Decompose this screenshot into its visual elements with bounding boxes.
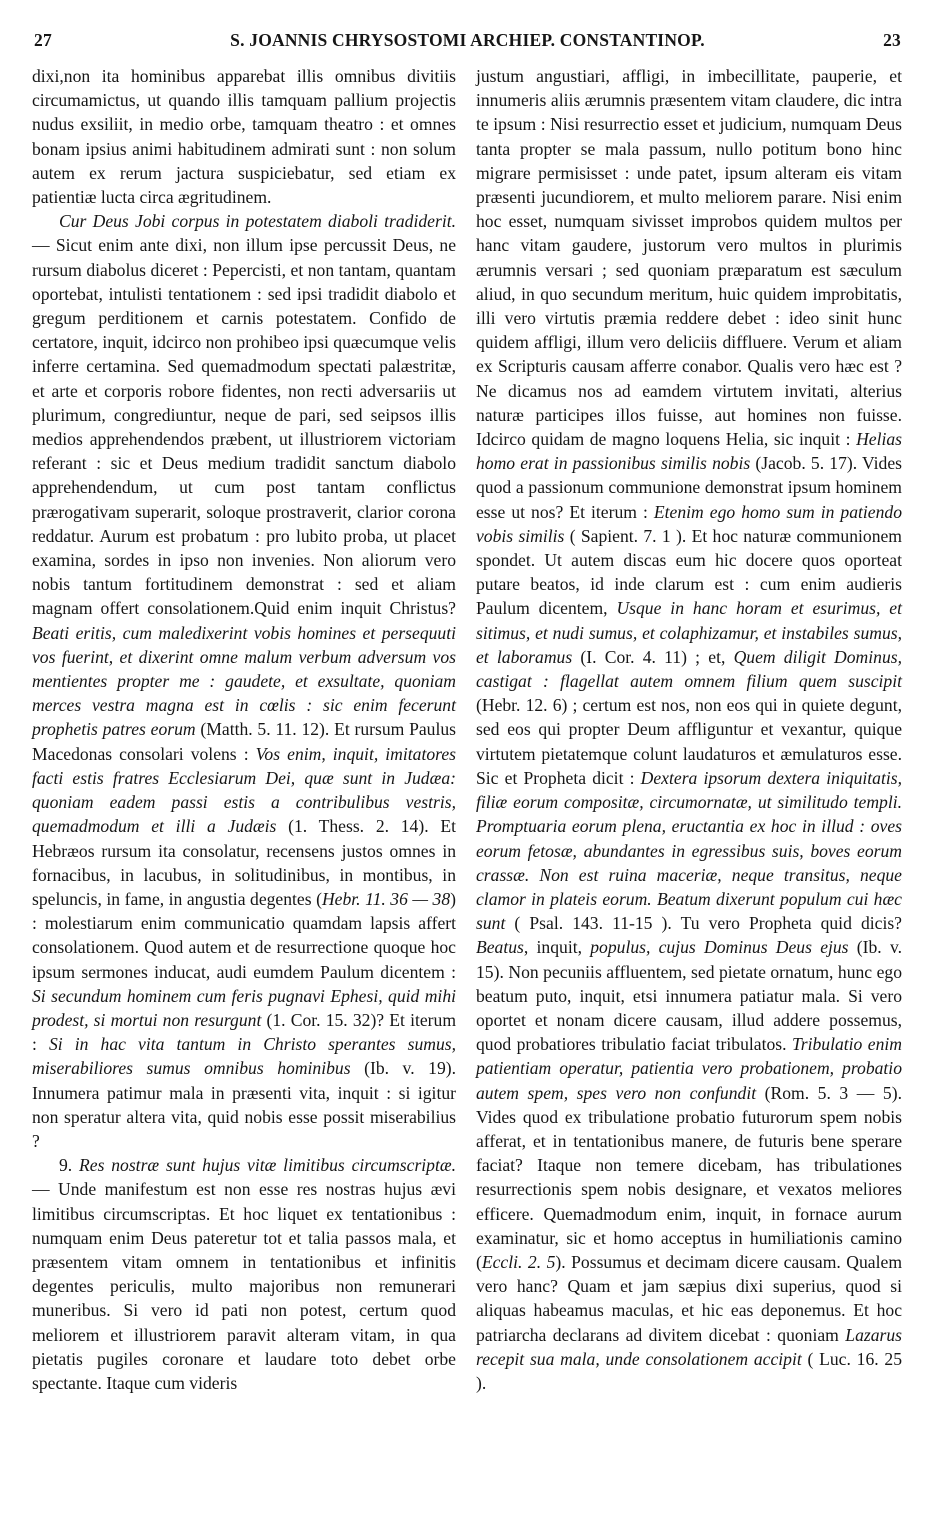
citation: (Ib. v. 15). xyxy=(476,937,903,982)
scripture-quote: Etenim ego homo sum in patiendo vobis similis xyxy=(476,501,902,546)
left-column xyxy=(32,64,456,1395)
section-heading: Res nostræ sunt hujus vitæ limitibus circumscriptæ. xyxy=(79,1155,456,1176)
paragraph-number: 9. xyxy=(59,1155,80,1176)
paragraph-text: Tu vero Propheta quid dicis? xyxy=(680,913,902,934)
citation: (I. Cor. 4. 11) ; et, xyxy=(572,646,734,667)
paragraph xyxy=(32,64,456,209)
paragraph-text: Et iterum : xyxy=(32,1009,457,1055)
paragraph-text: Vides quod a passionum communione demonstrat ipsum hominem esse ut nos? Et iterum : xyxy=(476,453,902,522)
citation: Hebr. 11. 36 — 38 xyxy=(321,888,451,909)
paragraph-text: ) : molestiarum enim communicatio quamdam lapsis affert consolationem. Quod autem et de resurrectione quoque hoc ipsum sermones inducat, audi eumdem Paulum dicentem : xyxy=(32,888,456,982)
running-title: S. JOANNIS CHRYSOSTOMI ARCHIEP. CONSTANTINOP. xyxy=(230,30,705,50)
scripture-quote: Beatus xyxy=(476,937,524,958)
citation: (Ib. v. 19). xyxy=(350,1058,456,1079)
scripture-quote: Si secundum hominem cum feris pugnavi Ephesi, quid mihi prodest, si mortui non resurgunt xyxy=(32,985,456,1030)
paragraph xyxy=(476,64,902,1395)
scripture-quote: Usque in hanc horam et esurimus, et sitimus, et nudi sumus, et colaphizamur, et instabiles sumus, et laboramus xyxy=(476,598,902,667)
citation: Eccli. 2. 5 xyxy=(481,1251,556,1272)
scripture-quote: Quem diligit Dominus, castigat : flagellat autem omnem filium quem suscipit xyxy=(476,646,902,692)
citation: (Rom. 5. 3 — 5). xyxy=(756,1082,902,1103)
scripture-quote: Tribulatio enim patientiam operatur, patientia vero probationem, probatio autem spem, spes vero non confundit xyxy=(476,1034,902,1103)
paragraph-text: dixi,non ita hominibus apparebat illis omnibus divitiis circumamictus, ut quando illis tamquam pallium projectis nudus exsiliit, in medio orbe, tamquam theatro : et omnes bonam ipsius animi habitudinem admirati sunt : non solum autem ex rerum jactura suspiciebatur, sed etiam ex patientiæ lucta circa ægritudinem. xyxy=(32,66,456,208)
running-header xyxy=(34,30,901,56)
paragraph-text: ). Possumus et decimam dicere causam. Qualem vero hanc? Quam et jam sæpius dixi superius, quod si aliquas habeamus maculas, et hic eas deponemus. Et hoc patriarcha declarans ad divitem dicebat : quoniam xyxy=(476,1251,902,1345)
citation: ( Luc. 16. 25 ). xyxy=(476,1348,903,1393)
right-column xyxy=(476,64,902,1395)
page-number-left: 27 xyxy=(34,30,52,50)
citation: (Matth. 5. 11. 12). xyxy=(195,719,335,740)
citation: (Jacob. 5. 17). xyxy=(750,453,862,474)
paragraph-text: justum angustiari, affligi, in imbecillitate, pauperie, et innumeris aliis ærumnis præsentem vitam claudere, dic intra te ipsum : Nisi resurrectio esset et judicium, numquam Deus tanta propter se mala passum, nullo potitum bono hinc migrare permisisset : unde patet, ipsum alteram eis vitam præsenti jucundiorem, et multo meliorem parare. Nisi enim hoc esset, numquam sivisset improbos quidem multos per hanc vitam gaudere, justorum vero multos in plurimis ærumnis versari ; sed quoniam præparatum est sæculum aliud, in quo secundum meritum, huic quidem improbitatis, illi vero virtutis præmia reddere debet : ideo sinit hunc quidem affligi, illum vero deliciis diffluere. Verum et aliam ex Scripturis causam afferre conabor. Qualis vero hæc est ? Ne dicamus nos ad eamdem virtutem invitati, alterius naturæ participes illos fuisse, aut homines non fuisse. Idcirco quidam de magno loquens Helia, sic inquit : xyxy=(476,66,902,450)
paragraph-text: Et Hebræos rursum ita consolatur, recensens justos omnes in fornacibus, in lacubus, in solitudinibus, in montibus, in speluncis, in fame, in angustia degentes ( xyxy=(32,816,456,909)
scripture-quote: Dextera ipsorum dextera iniquitatis, filiæ eorum compositæ, circumornatæ, ut similitudo templi. Promptuaria eorum plena, eructantia ex hoc in illud : oves eorum fetosæ, abundantes in egressibus suis, boves eorum crassæ. Non est ruina maceriæ, neque transitus, neque clamor in plateis eorum. Beatum dixerunt populum cui hæc sunt xyxy=(476,767,902,934)
paragraph-text: Innumera patimur mala in præsenti vita, inquit : si igitur non speratur altera vita, quid nobis esse possit miserabilius ? xyxy=(32,1082,456,1151)
paragraph-text: Vides quod ex tribulatione probatio futurorum spem nobis afferat, et in tentationibus manere, de futuris bene sperare faciat? Itaque non temere dicebam, has tribulationes resurrectionis spem nobis designare, et vexatos meliores efficere. Quemadmodum enim, inquit, in fornace aurum examinatur, sic et homo acceptus in humiliationis camino ( xyxy=(476,1106,902,1272)
scripture-quote: Vos enim, inquit, imitatores facti estis fratres Ecclesiarum Dei, quæ sunt in Judæa: quoniam eadem passi estis a contribulibus vestris, quemadmodum et illi a Judæis xyxy=(32,743,456,837)
paragraph-text: certum est nos, non eos qui in quiete degunt, sed eos qui propter Deum affliguntur et vexantur, quique virtutem pietatemque colunt laudaturos et æmulaturos esse. Sic et Propheta dicit : xyxy=(476,695,903,788)
citation: (1. Cor. 15. 32)? xyxy=(261,1009,390,1030)
section-heading: Cur Deus Jobi corpus in potestatem diaboli tradiderit. xyxy=(59,211,456,232)
citation: (1. Thess. 2. 14). xyxy=(276,816,441,837)
paragraph-text: — Unde manifestum est non esse res nostras hujus ævi limitibus circumscriptas. Et hoc liquet ex tentationibus : numquam enim Deus pateretur tot et talia passos mala, et præsentem vitam omnem in tentationibus et infinitis degentes periculis, multo majoribus non remunerari muneribus. Si vero id pati non potest, certum quod meliorem et illustriorem paravit alteram vitam, in qua pietatis pugiles coronare et laudare toto debet orbe spectante. Itaque cum videris xyxy=(32,1179,456,1393)
scripture-quote: populus, cujus Dominus Deus ejus xyxy=(590,937,849,958)
paragraph-text: Et hoc naturæ communionem spondet. Ut autem discas eum hic docere quos oporteat putare beatos, id inde clarum est : cum enim audieris Paulum dicentem, xyxy=(476,525,902,619)
paragraph-text: — Sicut enim ante dixi, non illum ipse percussit Deus, ne rursum diabolus diceret : Pepercisti, et non tantam, quantam oportebat, intulisti tentationem : sed ipsi tradidit diabolo et gregum perditionem et carnis potestatem. Confido de certatore, inquit, idcirco non prohibeo ipsi quæcumque velis inferre certamina. Sed quemadmodum spectati palæstritæ, et arte et corporis robore fidentes, non recti adversariis ut plurimum, congrediuntur, neque de pari, sed seipsos illis medios apprehendendos præbent, ut illustriorem victoriam referant : sic et Deus medium tradidit sanctum diabolo apprehendendum, ut cum post tantam conflictus prærogativam superarit, soloque prostraverit, clarior corona reddatur. Aurum est probatum : pro lubito proba, ut placet examina, sordes in ipso non invenies. Non aliorum vero nobis tantum fortitudinem demonstrat : sed et aliam magnam offert consolationem.Quid enim inquit Christus? xyxy=(32,235,456,619)
citation: ( Psal. 143. 11-15 ). xyxy=(505,913,681,934)
citation: (Hebr. 12. 6) ; xyxy=(476,695,583,716)
paragraph xyxy=(32,209,456,1153)
paragraph xyxy=(32,1153,456,1395)
citation: ( Sapient. 7. 1 ). xyxy=(564,525,692,546)
paragraph-text: , inquit, xyxy=(523,937,591,958)
paragraph-text: Non pecuniis affluentem, sed pietate ornatum, hunc ego beatum puto, inquit, etsi innumera patiatur mala. Si vero oportet et nonam dicere causam, illud addere possemus, quod probatiores tribulatio faciat tribulatos. xyxy=(476,961,903,1055)
scripture-quote: Helias homo erat in passionibus similis nobis xyxy=(476,429,902,474)
scripture-quote: Lazarus recepit sua mala, unde consolationem accipit xyxy=(476,1324,902,1369)
scripture-quote: Beati eritis, cum maledixerint vobis homines et persequuti vos fuerint, et dixerint omne malum verbum adversum vos mentientes propter me : gaudete, et exsultate, quoniam merces vestra magna est in cœlis : sic enim fecerunt prophetis patres eorum xyxy=(32,622,456,740)
paragraph-text: Et rursum Paulus Macedonas consolari volens : xyxy=(32,719,456,764)
scripture-quote: Si in hac vita tantum in Christo sperantes sumus, miserabiliores sumus omnibus hominibus xyxy=(32,1034,456,1079)
page-number-right: 23 xyxy=(883,30,901,50)
